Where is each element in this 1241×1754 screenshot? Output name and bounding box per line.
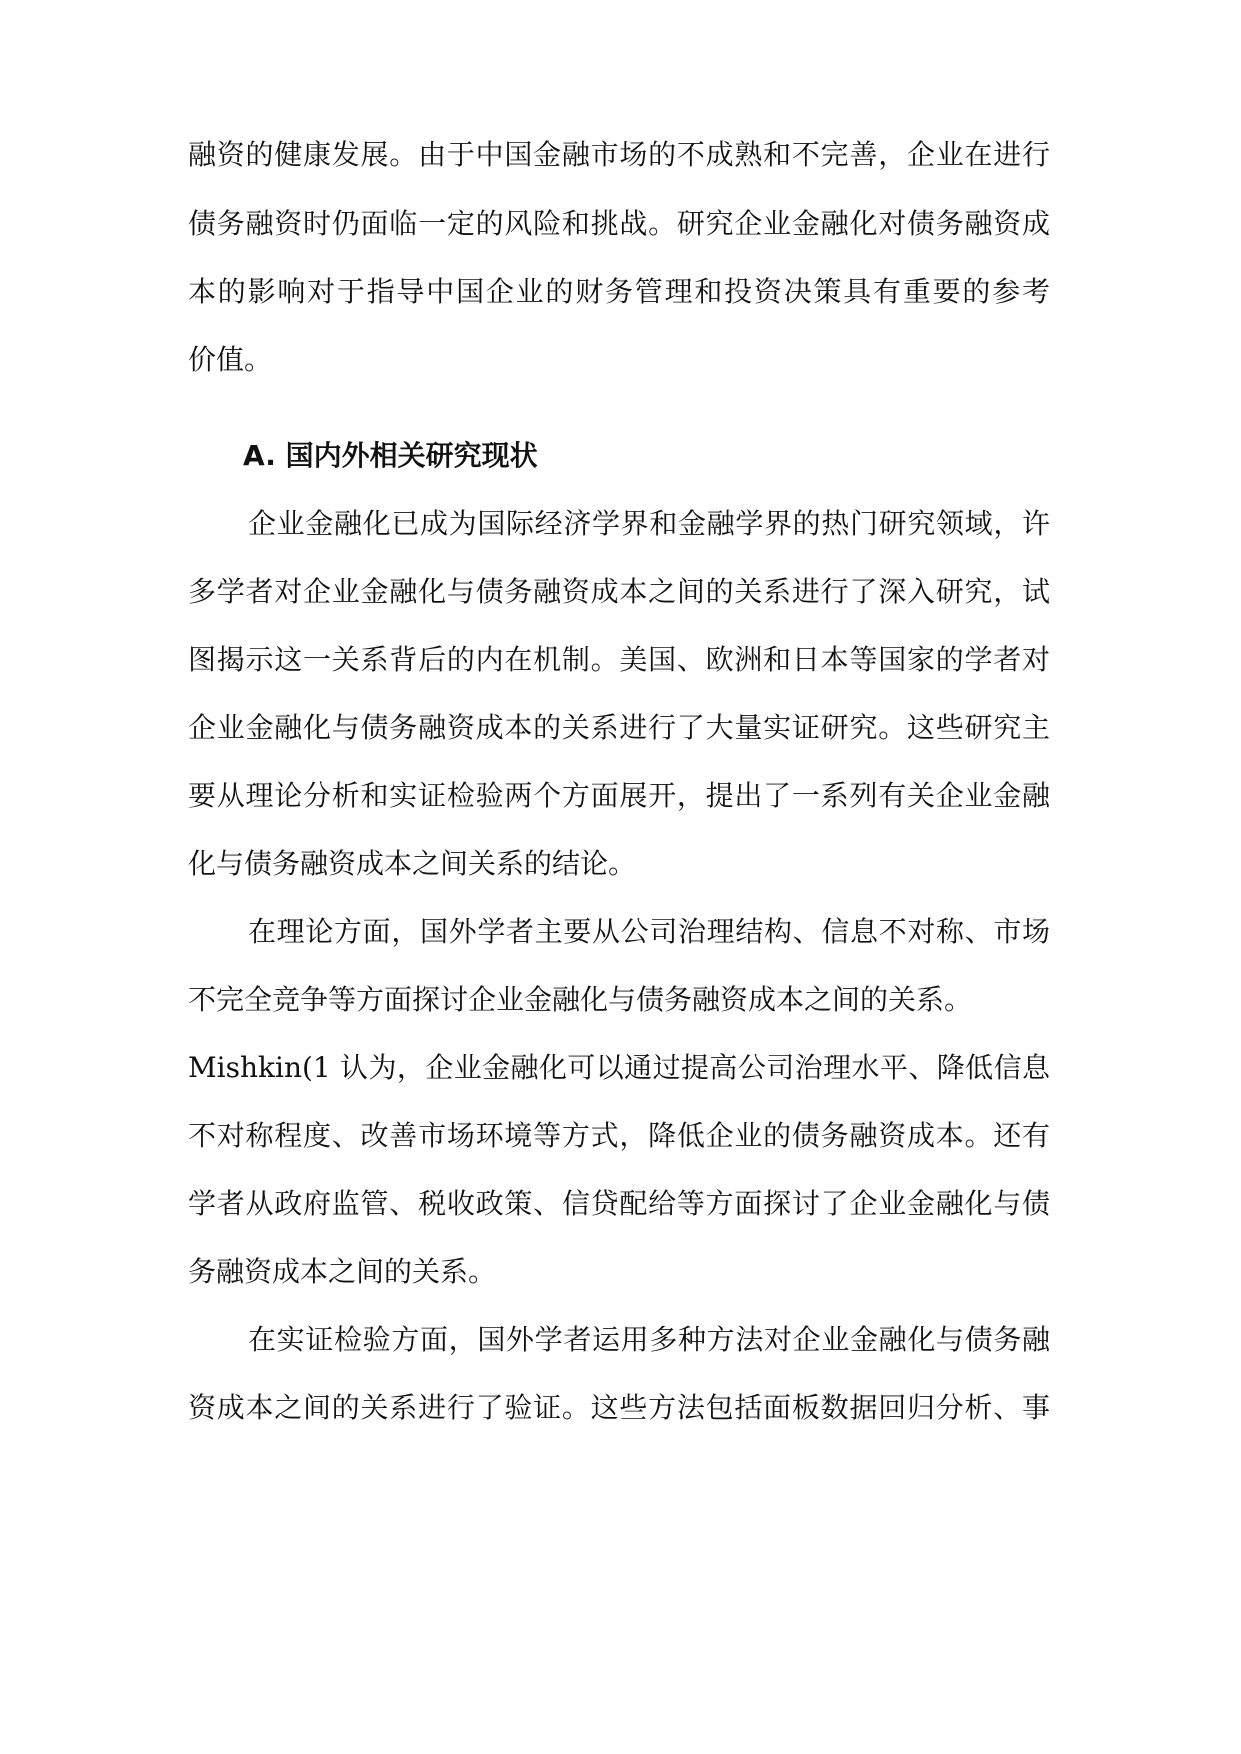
paragraph-line: 多学者对企业金融化与债务融资成本之间的关系进行了深入研究，试 <box>188 575 1050 608</box>
paragraph-line: 企业金融化与债务融资成本的关系进行了大量实证研究。这些研究主 <box>188 711 1050 744</box>
section-heading: A. 国内外相关研究现状 <box>243 439 538 472</box>
paragraph-line: 学者从政府监管、税收政策、信贷配给等方面探讨了企业金融化与债 <box>188 1187 1050 1220</box>
paragraph-line: 在实证检验方面，国外学者运用多种方法对企业金融化与债务融 <box>248 1323 1050 1356</box>
paragraph-line: 图揭示这一关系背后的内在机制。美国、欧洲和日本等国家的学者对 <box>188 643 1050 676</box>
paragraph-line: 不对称程度、改善市场环境等方式，降低企业的债务融资成本。还有 <box>188 1119 1050 1152</box>
paragraph-line: 资成本之间的关系进行了验证。这些方法包括面板数据回归分析、事 <box>188 1391 1050 1424</box>
paragraph-line: 债务融资时仍面临一定的风险和挑战。研究企业金融化对债务融资成 <box>188 207 1050 240</box>
paragraph-line: 务融资成本之间的关系。 <box>188 1255 497 1288</box>
paragraph-line: 不完全竞争等方面探讨企业金融化与债务融资成本之间的关系。 <box>188 983 973 1016</box>
paragraph-line: 融资的健康发展。由于中国金融市场的不成熟和不完善，企业在进行 <box>188 138 1050 171</box>
paragraph-line: 价值。 <box>188 343 273 376</box>
paragraph-line: 本的影响对于指导中国企业的财务管理和投资决策具有重要的参考 <box>188 275 1050 308</box>
paragraph-line: 化与债务融资成本之间关系的结论。 <box>188 847 637 880</box>
paragraph-line: Mishkin(1 认为，企业金融化可以通过提高公司治理水平、降低信息 <box>188 1051 1050 1084</box>
paragraph-line: 在理论方面，国外学者主要从公司治理结构、信息不对称、市场 <box>248 915 1050 948</box>
paragraph-line: 要从理论分析和实证检验两个方面展开，提出了一系列有关企业金融 <box>188 779 1050 812</box>
paragraph-line: 企业金融化已成为国际经济学界和金融学界的热门研究领域，许 <box>248 507 1050 540</box>
